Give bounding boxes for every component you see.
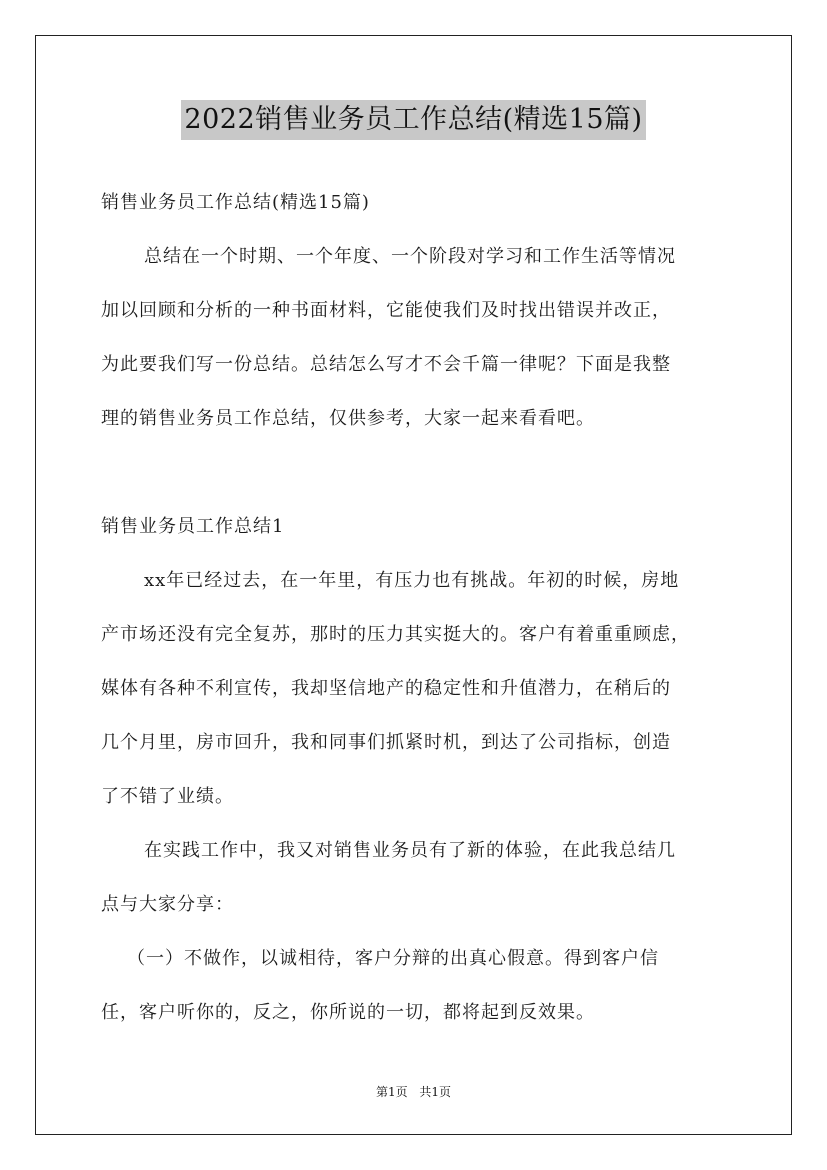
document-title: 2022销售业务员工作总结(精选15篇) [181,100,645,140]
page-number: 第1页 [375,1085,408,1099]
page-total: 共1页 [419,1085,452,1099]
intro-line: 理的销售业务员工作总结，仅供参考，大家一起来看看吧。 [101,408,595,429]
intro-line: 为此要我们写一份总结。总结怎么写才不会千篇一律呢？下面是我整 [101,354,671,375]
intro-line: 总结在一个时期、一个年度、一个阶段对学习和工作生活等情况 [144,246,676,267]
paragraph-line: 任，客户听你的，反之，你所说的一切，都将起到反效果。 [101,1002,595,1023]
paragraph-line: 点与大家分享： [101,894,234,915]
intro-line: 加以回顾和分析的一种书面材料，它能使我们及时找出错误并改正， [101,300,671,321]
page-footer [0,1083,827,1100]
section-heading: 销售业务员工作总结1 [101,516,285,537]
paragraph-line: 几个月里，房市回升，我和同事们抓紧时机，到达了公司指标，创造 [101,732,671,753]
paragraph-line: xx年已经过去，在一年里，有压力也有挑战。年初的时候，房地 [144,570,680,591]
document-body [101,176,727,1040]
subtitle: 销售业务员工作总结(精选15篇) [101,192,370,213]
paragraph-line: 媒体有各种不利宣传，我却坚信地产的稳定性和升值潜力，在稍后的 [101,678,671,699]
paragraph-line: 在实践工作中，我又对销售业务员有了新的体验，在此我总结几 [144,840,676,861]
paragraph-line: 产市场还没有完全复苏，那时的压力其实挺大的。客户有着重重顾虑， [101,624,690,645]
paragraph-line: 了不错了业绩。 [101,786,234,807]
paragraph-line: （一）不做作，以诚相待，客户分辩的出真心假意。得到客户信 [127,948,659,969]
title-container [0,100,827,140]
spacer [101,446,727,500]
